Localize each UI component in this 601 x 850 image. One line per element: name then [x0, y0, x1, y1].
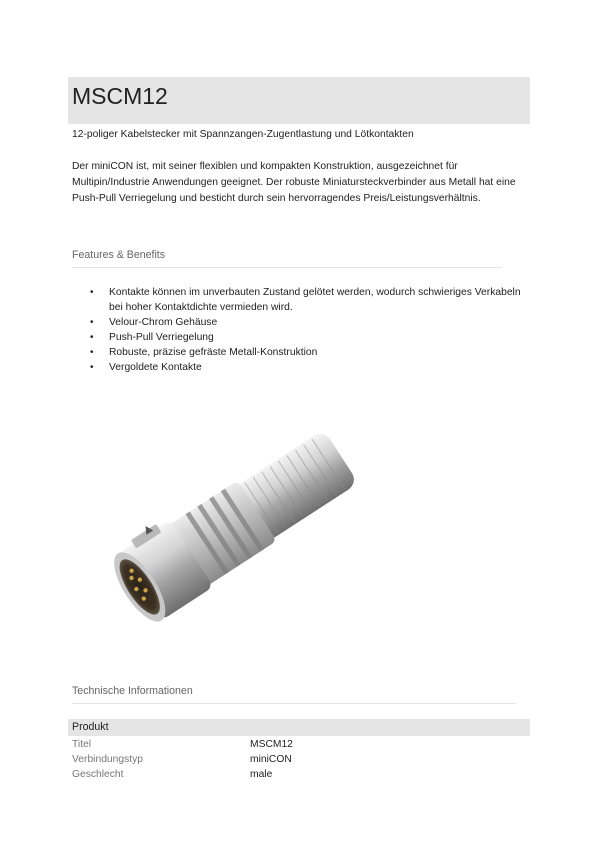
- spec-value: miniCON: [250, 754, 292, 765]
- title-bar: [68, 77, 530, 124]
- technical-divider: [72, 703, 516, 704]
- spec-label: Geschlecht: [72, 769, 124, 780]
- page-title: MSCM12: [72, 83, 168, 109]
- feature-text: Robuste, präzise gefräste Metall-Konstruktion: [109, 347, 318, 358]
- features-divider: [72, 267, 502, 268]
- spec-row-connection-type: [72, 753, 530, 767]
- spec-row-gender: [72, 768, 530, 782]
- feature-text: Vergoldete Kontakte: [109, 362, 202, 373]
- product-subtitle: 12-poliger Kabelstecker mit Spannzangen-Zugentlastung und Lötkontakten: [72, 129, 414, 140]
- product-group-label: Produkt: [72, 721, 109, 733]
- product-intro: Der miniCON ist, mit seiner flexiblen und kompakten Konstruktion, ausgezeichnet für Multipin/Industrie Anwendungen geeignet. Der robuste Miniatursteckverbinder aus Metall hat eine Push-Pull Verriegelung und besticht durch sein hervorragendes Preis/Leistungsverhältnis.: [72, 161, 516, 205]
- feature-text: Push-Pull Verriegelung: [109, 332, 214, 343]
- features-heading: Features & Benefits: [72, 249, 166, 261]
- feature-text: Velour-Chrom Gehäuse: [109, 317, 218, 328]
- feature-item: [72, 285, 534, 315]
- spec-row-title: [72, 738, 530, 752]
- bullet-icon: •: [90, 347, 94, 358]
- bullet-icon: •: [90, 317, 94, 328]
- connector-product-image: [82, 395, 382, 660]
- feature-item: [72, 360, 534, 375]
- spec-label: Titel: [72, 739, 92, 750]
- spec-value: male: [250, 769, 273, 780]
- feature-text: Kontakte können im unverbauten Zustand gelötet werden, wodurch schwieriges Verkabeln bei hoher Kontaktdichte vermieden wird.: [109, 287, 521, 313]
- feature-item: [72, 345, 534, 360]
- product-group-header: [68, 719, 530, 736]
- feature-item: [72, 330, 534, 345]
- features-list: [72, 285, 534, 375]
- feature-item: [72, 315, 534, 330]
- bullet-icon: •: [90, 287, 94, 298]
- bullet-icon: •: [90, 362, 94, 373]
- technical-heading: Technische Informationen: [72, 685, 193, 697]
- spec-label: Verbindungstyp: [72, 754, 143, 765]
- bullet-icon: •: [90, 332, 94, 343]
- spec-value: MSCM12: [250, 739, 293, 750]
